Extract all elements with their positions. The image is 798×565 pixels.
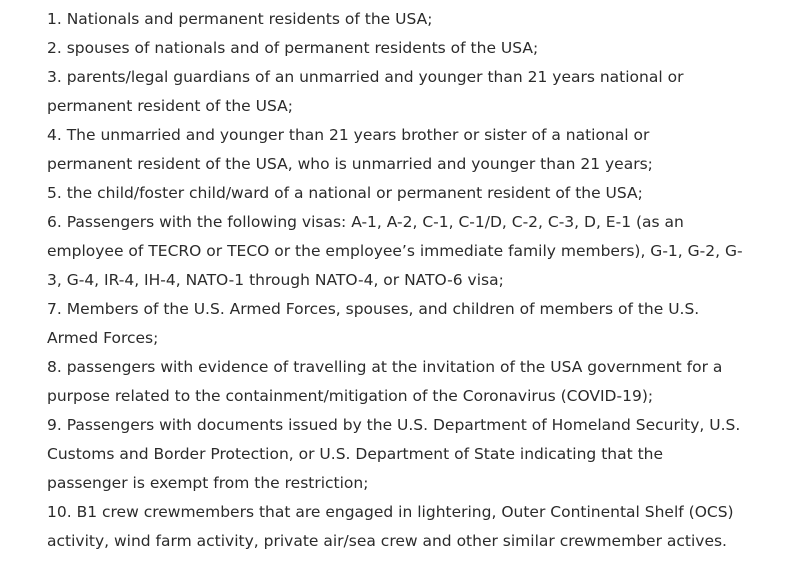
list-item-6-line-2: employee of TECRO or TECO or the employee’s immediate family members), G-1, G-2, G-	[47, 242, 743, 260]
list-item-8-line-1: 8. passengers with evidence of travelling at the invitation of the USA government for a	[47, 358, 723, 376]
list-item-9-line-2: Customs and Border Protection, or U.S. Department of State indicating that the	[47, 445, 664, 463]
list-item-10-line-1: 10. B1 crew crewmembers that are engaged in lightering, Outer Continental Shelf (OCS)	[47, 503, 734, 521]
exemption-list	[47, 5, 767, 556]
list-item-3-line-1: 3. parents/legal guardians of an unmarried and younger than 21 years national or	[47, 68, 684, 86]
list-item-8-line-2: purpose related to the containment/mitigation of the Coronavirus (COVID-19);	[47, 387, 654, 405]
list-item-7-line-2: Armed Forces;	[47, 329, 159, 347]
list-item-9-line-3: passenger is exempt from the restriction;	[47, 474, 369, 492]
list-item-3-line-2: permanent resident of the USA;	[47, 97, 293, 115]
list-item-1-line-1: 1. Nationals and permanent residents of the USA;	[47, 10, 433, 28]
list-item-5-line-1: 5. the child/foster child/ward of a national or permanent resident of the USA;	[47, 184, 643, 202]
list-item-10-line-2: activity, wind farm activity, private air/sea crew and other similar crewmember actives.	[47, 532, 727, 550]
list-item-6-line-1: 6. Passengers with the following visas: A-1, A-2, C-1, C-1/D, C-2, C-3, D, E-1 (as an	[47, 213, 684, 231]
list-item-7-line-1: 7. Members of the U.S. Armed Forces, spouses, and children of members of the U.S.	[47, 300, 700, 318]
list-item-9-line-1: 9. Passengers with documents issued by the U.S. Department of Homeland Security, U.S.	[47, 416, 741, 434]
list-item-6-line-3: 3, G-4, IR-4, IH-4, NATO-1 through NATO-4, or NATO-6 visa;	[47, 271, 504, 289]
list-item-2-line-1: 2. spouses of nationals and of permanent residents of the USA;	[47, 39, 539, 57]
list-item-4-line-1: 4. The unmarried and younger than 21 years brother or sister of a national or	[47, 126, 650, 144]
list-item-4-line-2: permanent resident of the USA, who is unmarried and younger than 21 years;	[47, 155, 653, 173]
